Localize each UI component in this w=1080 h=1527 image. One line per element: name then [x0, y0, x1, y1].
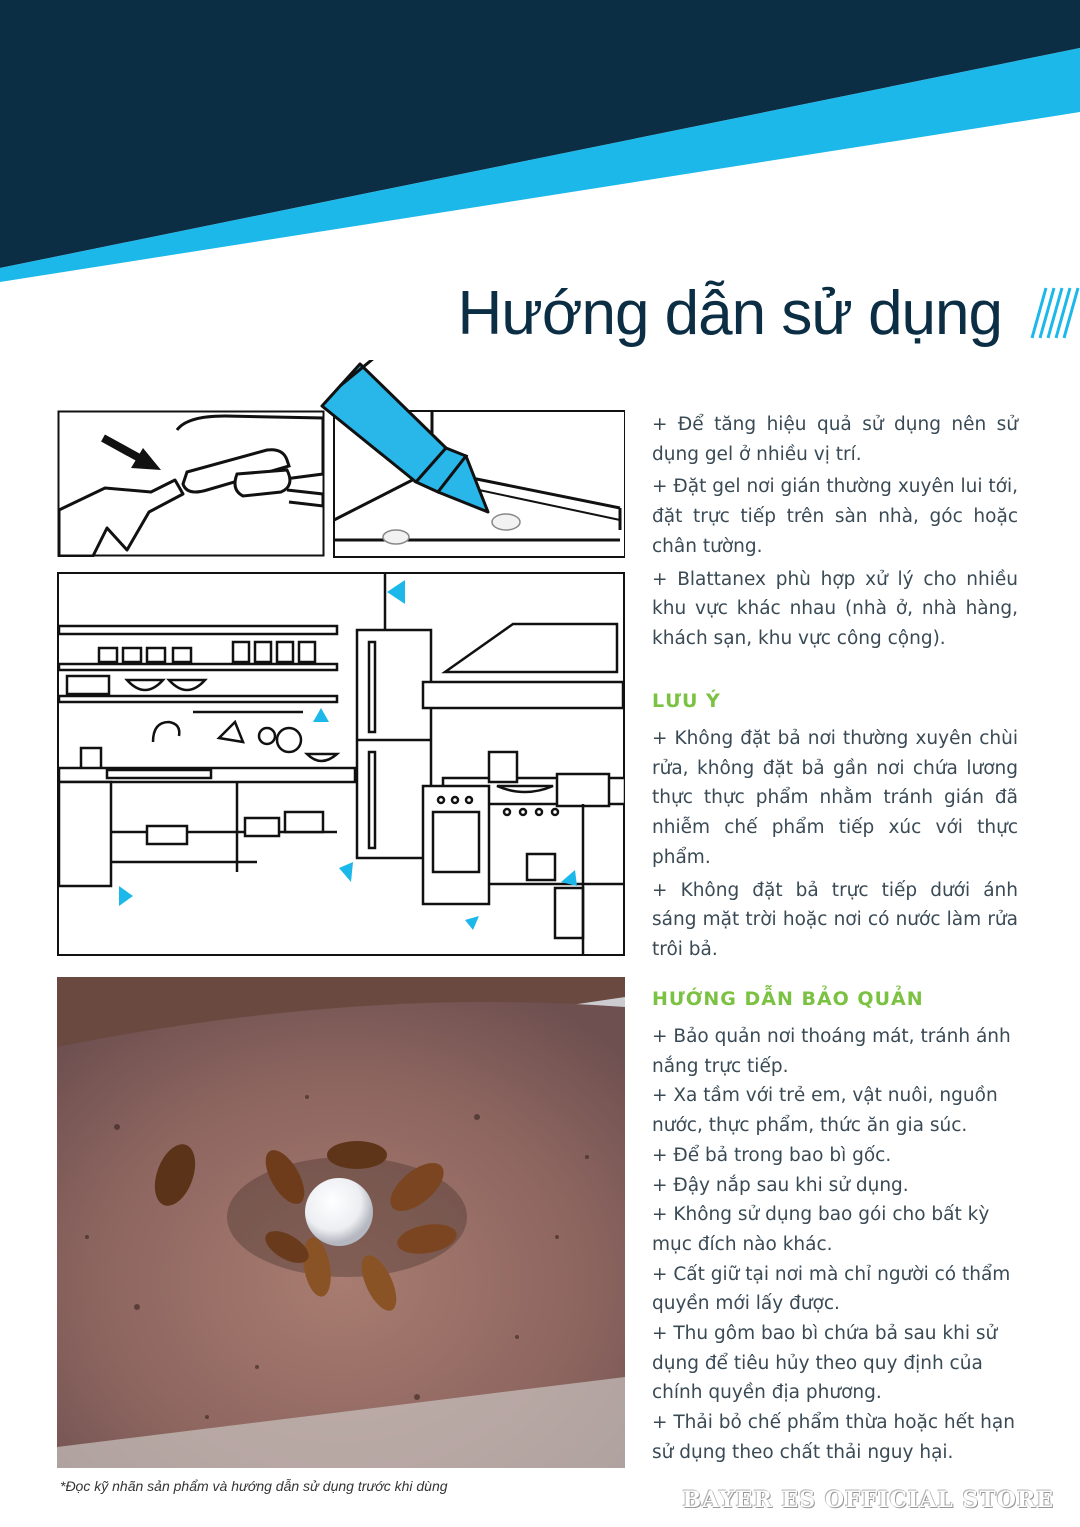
note-heading: LƯU Ý	[652, 690, 721, 712]
storage-heading: HƯỚNG DẪN BẢO QUẢN	[652, 988, 924, 1010]
title-stripes-decoration	[1018, 284, 1080, 340]
usage-item: + Để tăng hiệu quả sử dụng nên sử dụng gel ở nhiều vị trí.	[652, 414, 1018, 465]
usage-item: + Đặt gel nơi gián thường xuyên lui tới, đặt trực tiếp trên sàn nhà, góc hoặc chân tường.	[652, 476, 1018, 557]
storage-item: + Để bả trong bao bì gốc.	[652, 1144, 892, 1166]
storage-item: + Thải bỏ chế phẩm thừa hoặc hết hạn sử dụng theo chất thải nguy hại.	[652, 1412, 1015, 1463]
usage-item: + Blattanex phù hợp xử lý cho nhiều khu vực khác nhau (nhà ở, nhà hàng, khách sạn, khu vực công cộng).	[652, 568, 1018, 649]
illustration-gel-placement	[320, 360, 625, 560]
illustration-kitchen	[57, 572, 625, 956]
storage-list	[652, 1022, 1018, 1468]
storage-item: + Cất giữ tại nơi mà chỉ người có thẩm quyền mới lấy được.	[652, 1263, 1011, 1315]
storage-item: + Xa tầm với trẻ em, vật nuôi, nguồn nước, thực phẩm, thức ăn gia súc.	[652, 1085, 998, 1137]
photo-cockroaches-gel	[57, 977, 625, 1468]
header-banner	[0, 0, 1080, 290]
page-title: Hướng dẫn sử dụng	[457, 279, 1002, 348]
note-item: + Không đặt bả nơi thường xuyên chùi rửa, không đặt bả gần nơi chứa lương thực thực phẩm nhằm tránh gián đã nhiễm chế phẩm tiếp xúc với thực phẩm.	[652, 728, 1018, 868]
storage-item: + Không sử dụng bao gói cho bất kỳ mục đích nào khác.	[652, 1204, 990, 1255]
storage-item: + Bảo quản nơi thoáng mát, tránh ánh nắng trực tiếp.	[652, 1026, 1011, 1077]
footnote: *Đọc kỹ nhãn sản phẩm và hướng dẫn sử dụng trước khi dùng	[60, 1478, 448, 1494]
usage-instructions	[652, 410, 1018, 657]
note-item: + Không đặt bả trực tiếp dưới ánh sáng mặt trời hoặc nơi có nước làm rửa trôi bả.	[652, 879, 1018, 960]
storage-item: + Thu gôm bao bì chứa bả sau khi sử dụng để tiêu hủy theo quy định của chính quyền địa phương.	[652, 1323, 998, 1404]
store-watermark: BAYER ES OFFICIAL STORE	[682, 1487, 1054, 1513]
illustration-hand-applicator	[57, 410, 325, 557]
note-list	[652, 724, 1018, 968]
storage-item: + Đậy nắp sau khi sử dụng.	[652, 1174, 909, 1196]
